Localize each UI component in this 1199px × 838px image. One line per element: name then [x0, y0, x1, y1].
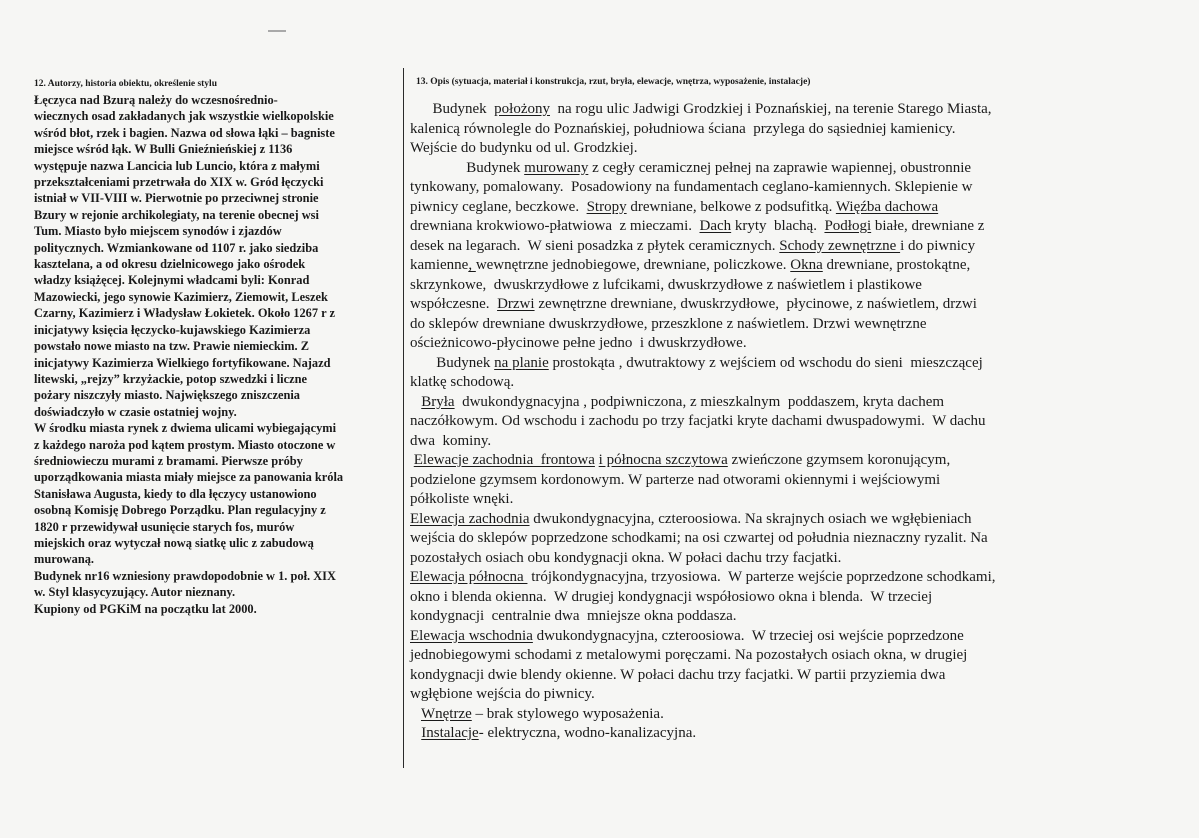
history-line: miejskich oraz wytyczał nową siatkę ulic z zabudową	[34, 535, 314, 550]
history-text	[34, 92, 364, 617]
description-line	[410, 256, 1170, 276]
text-segment: jednobiegowymi schodami z metalowymi poręczami. Na pozostałych osiach okna, w drugiej	[410, 647, 968, 663]
description-line	[410, 295, 1170, 315]
text-segment: trójkondygnacyjna, trzyosiowa. W parterze wejście poprzedzone schodkami,	[527, 569, 996, 585]
history-line: przekształceniami przetrwała do XIX w. Gród łęczycki	[34, 175, 324, 190]
history-line: inicjatywy księcia łęczycko-kujawskiego Kazimierza	[34, 322, 311, 337]
history-line: z każdego naroża pod kątem prostym. Miasto otoczone w	[34, 437, 336, 452]
history-line: osobną Komisję Dobrego Porządku. Plan regulacyjny z	[34, 503, 326, 518]
description-line	[410, 276, 1170, 296]
history-line: Budynek nr16 wzniesiony prawdopodobnie w 1. poł. XIX	[34, 568, 336, 583]
history-line: występuje nazwa Lancicia lub Luncio, która z małymi	[34, 158, 320, 173]
underlined-term: Bryła	[421, 393, 455, 410]
history-line: 1820 r przewidywał usunięcie starych fos, murów	[34, 519, 295, 534]
description-line	[410, 334, 1170, 354]
history-line: istniał w VII-VIII w. Pierwotnie po przeciwnej stronie	[34, 191, 319, 206]
history-line: inicjatywy Kazimierza Wielkiego fortyfikowane. Najazd	[34, 355, 331, 370]
text-segment: kamienne	[410, 257, 469, 273]
description-line	[410, 354, 1170, 374]
text-segment: - elektryczna, wodno-kanalizacyjna.	[478, 725, 697, 741]
description-heading: 13. Opis (sytuacja, materiał i konstrukcja, rzut, bryła, elewacje, wnętrza, wyposażenie, instalacje)	[416, 77, 811, 87]
text-segment: zwieńczone gzymsem koronującym,	[727, 452, 951, 468]
text-segment: ościeżnicowo-płycinowe pełne jedno i dwuskrzydłowe.	[410, 335, 747, 351]
underlined-term: Schody zewnętrzne	[779, 237, 901, 254]
history-line: kasztelana, a od okresu dzielnicowego jako ośrodek	[34, 257, 306, 272]
description-line	[410, 393, 1170, 413]
text-segment: okno i blenda okienna. W drugiej kondygnacji współosiowo okna i blenda. W trzeciej	[410, 588, 933, 605]
text-segment	[410, 706, 421, 722]
history-line: W środku miasta rynek z dwiema ulicami wybiegającymi	[34, 421, 337, 436]
history-line: władzy książęcej. Kolejnymi władcami byli: Konrad	[34, 273, 310, 288]
description-line	[410, 237, 1170, 257]
description-line	[410, 373, 1170, 393]
history-section	[34, 78, 364, 617]
description-line	[410, 568, 1170, 588]
text-segment: dwukondygnacyjna, czteroosiowa. W trzeciej osi wejście poprzedzone	[532, 627, 964, 644]
history-line: Tum. Miasto było miejscem synodów i zjazdów	[34, 224, 282, 239]
text-segment: zewnętrzne drewniane, dwuskrzydłowe, płycinowe, z naświetlem, drzwi	[534, 296, 977, 312]
description-line	[410, 159, 1170, 179]
history-line: Łęczyca nad Bzurą należy do wczesnośrednio-	[34, 93, 278, 107]
text-segment: wewnętrzne jednobiegowe, drewniane, policzkowe.	[475, 257, 791, 273]
description-line	[410, 627, 1170, 647]
description-line	[410, 646, 1170, 666]
underlined-term: Elewacja zachodnia	[410, 510, 530, 527]
history-line: uporządkowania miasta miały miejsce za panowania króla	[34, 470, 344, 485]
column-divider	[403, 68, 404, 768]
description-line	[410, 724, 1170, 744]
description-line	[410, 549, 1170, 569]
history-line: doświadczyło w czasie ostatniej wojny.	[34, 404, 237, 419]
description-line	[410, 412, 1170, 432]
history-line: wiecznych osad zakładanych jak wszystkie wielkopolskie	[34, 109, 334, 124]
text-segment: podzielone gzymsem kordonowym. W parterze nad otworami okiennymi i wejściowymi	[410, 471, 941, 488]
text-segment: na rogu ulic Jadwigi Grodzkiej i Poznańskiej, na terenie Starego Miasta,	[550, 101, 992, 117]
text-segment: wejścia do sklepów poprzedzone schodkami; na osi czwartej od południa nieznaczny ryzalit. Na	[410, 530, 988, 546]
underlined-term: Elewacja północna	[410, 569, 528, 585]
description-line	[410, 178, 1170, 198]
description-line	[410, 120, 1170, 140]
underlined-term: na planie	[494, 354, 549, 371]
text-segment: Budynek	[410, 101, 495, 117]
text-segment: i do piwnicy	[900, 237, 976, 254]
text-segment: dwa kominy.	[410, 432, 492, 449]
description-line	[410, 705, 1170, 725]
text-segment: – brak stylowego wyposażenia.	[471, 705, 664, 722]
underlined-term: Dach	[699, 218, 732, 234]
description-line	[410, 217, 1170, 237]
text-segment: drewniane, prostokątne,	[822, 257, 971, 273]
underlined-term: ,	[468, 257, 476, 273]
description-line	[410, 607, 1170, 627]
text-segment: z cegły ceramicznej pełnej na zaprawie wapiennej, obustronnie	[588, 159, 972, 176]
text-segment: naczółkowym. Od wschodu i zachodu po trzy facjatki kryte dachami dwuspadowymi. W dachu	[410, 413, 986, 429]
text-segment: drewniane, belkowe z podsufitką.	[626, 198, 836, 215]
underlined-term: i północna szczytowa	[598, 452, 728, 468]
description-line	[410, 510, 1170, 530]
text-segment	[410, 725, 421, 741]
history-line: Bzury w rejonie archikolegiaty, na terenie obecnej wsi	[34, 207, 319, 222]
text-segment: kondygnacji centralnie dwa mniejsze okna poddasza.	[410, 608, 737, 624]
text-segment: pozostałych osiach obu kondygnacji okna. W połaci dachu trzy facjatki.	[410, 549, 842, 566]
description-line	[410, 100, 1170, 120]
description-line	[410, 529, 1170, 549]
description-line	[410, 315, 1170, 335]
underlined-term: Okna	[790, 257, 823, 273]
text-segment: drewniana krokwiowo-płatwiowa z mieczami.	[410, 218, 700, 234]
text-segment: kalenicą równolegle do Poznańskiej, południowa ściana przylega do sąsiedniej kamienicy.	[410, 120, 956, 137]
underlined-term: Elewacja wschodnia	[410, 627, 533, 644]
text-segment: półkoliste wnęki.	[410, 491, 514, 507]
description-line	[410, 198, 1170, 218]
description-text	[410, 100, 1170, 744]
underlined-term: Stropy	[586, 198, 627, 215]
description-line	[410, 490, 1170, 510]
text-segment: prostokąta , dwutraktowy z wejściem od wschodu do sieni mieszczącej	[548, 354, 983, 371]
underlined-term: Podłogi	[824, 218, 872, 234]
history-line: Stanisława Augusta, kiedy to dla łęczycy ustanowiono	[34, 486, 317, 501]
history-line: w. Styl klasycyzujący. Autor nieznany.	[34, 585, 236, 600]
text-segment: piwnicy ceglane, beczkowe.	[410, 198, 587, 215]
description-section	[410, 76, 1170, 744]
description-line	[410, 685, 1170, 705]
history-line: politycznych. Wzmiankowane od 1107 r. jako siedziba	[34, 240, 319, 255]
underlined-term: Wnętrze	[420, 705, 472, 722]
description-line	[410, 471, 1170, 491]
underlined-term: Drzwi	[497, 296, 535, 312]
text-segment: klatkę schodową.	[410, 374, 515, 390]
history-line: pożary niszczyły miasto. Największego zniszczenia	[34, 388, 300, 403]
text-segment: dwukondygnacyjna, czteroosiowa. Na skrajnych osiach we wgłębieniach	[529, 510, 972, 527]
history-line: Czarny, Kazimierz i Władysław Łokietek. Około 1267 r z	[34, 306, 336, 321]
text-segment: skrzynkowe, dwuskrzydłowe z lufcikami, dwuskrzydłowe z naświetlem i plastikowe	[410, 276, 922, 293]
history-line: wśród błot, rzek i bagien. Nazwa od słowa łąki – bagniste	[34, 125, 335, 140]
text-segment: Budynek	[410, 159, 525, 176]
description-line	[410, 666, 1170, 686]
underlined-term: Instalacje	[421, 725, 479, 741]
history-line: powstało nowe miasto na tzw. Prawie niemieckim. Z	[34, 339, 309, 354]
scan-artifact-mark	[268, 30, 286, 32]
text-segment: tynkowany, pomalowany. Posadowiony na fundamentach ceglano-kamiennych. Sklepienie w	[410, 179, 973, 195]
history-line: murowaną.	[34, 552, 95, 567]
history-line: litewski, „rejzy” krzyżackie, potop szwedzki i liczne	[34, 371, 308, 386]
text-segment: Budynek	[410, 354, 495, 371]
history-line: Mazowiecki, jego synowie Kazimierz, Ziemowit, Leszek	[34, 289, 328, 304]
text-segment: kondygnacji dwie blendy okienne. W połaci dachu trzy facjatki. W partii przyziemia dwa	[410, 666, 946, 683]
text-segment: desek na legarach. W sieni posadzka z płytek ceramicznych.	[410, 237, 780, 254]
history-line: Kupiony od PGKiM na początku lat 2000.	[34, 601, 257, 616]
text-segment: Wejście do budynku od ul. Grodzkiej.	[410, 140, 638, 156]
underlined-term: murowany	[524, 159, 589, 176]
underlined-term: położony	[494, 101, 550, 117]
text-segment: kryty blachą.	[731, 218, 825, 234]
history-line: średniowieczu murami z bramami. Pierwsze próby	[34, 453, 303, 468]
text-segment: współczesne.	[410, 296, 498, 312]
description-line	[410, 139, 1170, 159]
underlined-term: Więźba dachowa	[835, 198, 939, 215]
history-line: miejsce wśród łąk. W Bulli Gnieźnieńskiej z 1136	[34, 142, 293, 157]
text-segment: dwukondygnacyjna , podpiwniczona, z mieszkalnym poddaszem, kryta dachem	[454, 393, 945, 410]
description-line	[410, 451, 1170, 471]
history-heading: 12. Autorzy, historia obiektu, określenie stylu	[34, 79, 217, 89]
text-segment	[410, 394, 421, 410]
underlined-term: Elewacje zachodnia frontowa	[413, 452, 595, 468]
text-segment: do sklepów drewniane dwuskrzydłowe, przeszklone z naświetlem. Drzwi wewnętrzne	[410, 315, 927, 332]
description-line	[410, 432, 1170, 452]
description-line	[410, 588, 1170, 608]
text-segment: wgłębione wejścia do piwnicy.	[410, 686, 595, 702]
text-segment: białe, drewniane z	[871, 218, 985, 234]
